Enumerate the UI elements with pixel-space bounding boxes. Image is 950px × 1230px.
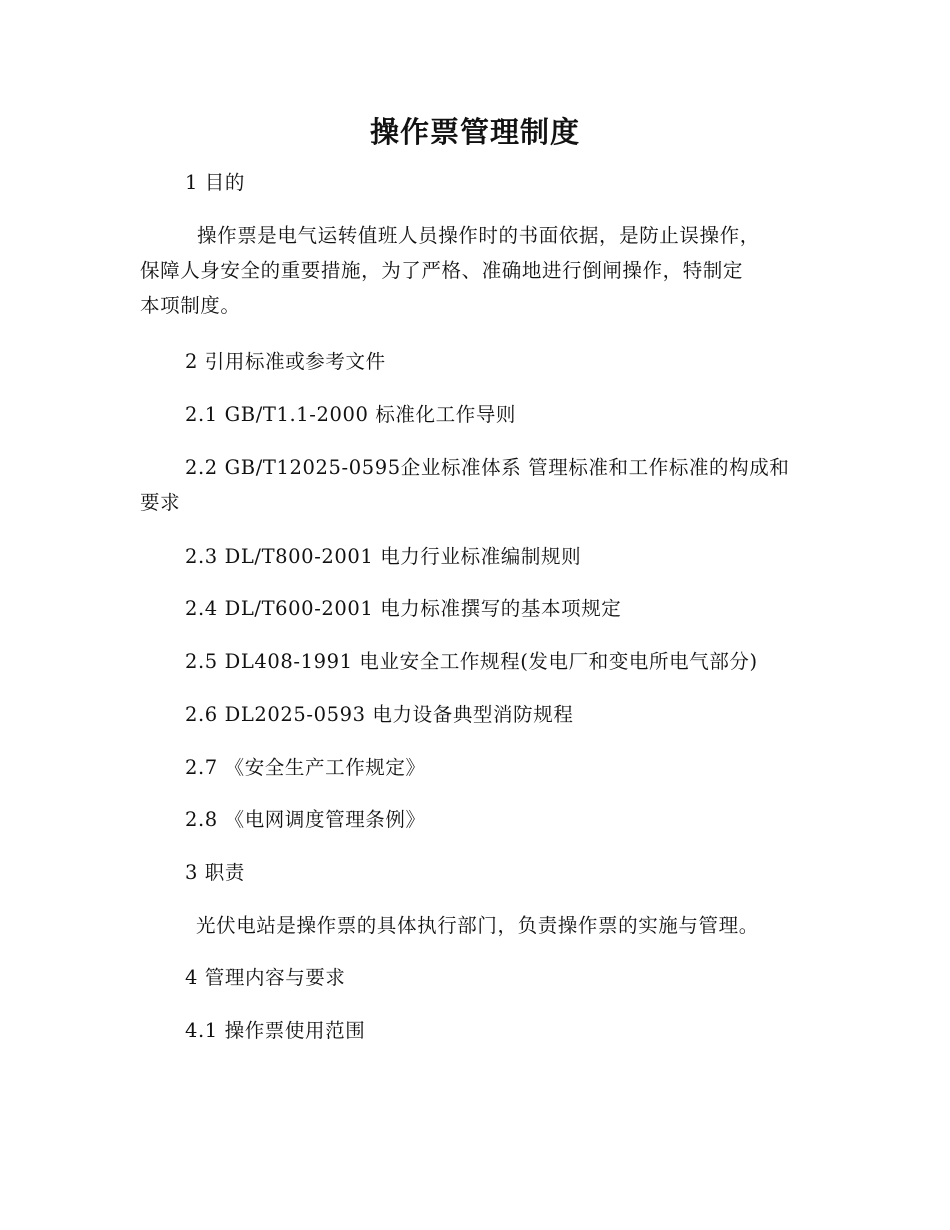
section-3-paragraph: 光伏电站是操作票的具体执行部门，负责操作票的实施与管理。: [196, 914, 759, 937]
paragraph-line: 操作票是电气运转值班人员操作时的书面依据，是防止误操作，: [197, 224, 760, 247]
paragraph-line: 本项制度。: [140, 294, 241, 317]
reference-item-2-3: 2.3 DL/T800-2001 电力行业标准编制规则: [185, 545, 582, 568]
paragraph-line: 2.2 GB/T12025-0595企业标准体系 管理标准和工作标准的构成和: [185, 456, 790, 479]
section-2-heading: 2 引用标准或参考文件: [185, 350, 386, 373]
paragraph-line: 保障人身安全的重要措施，为了严格、准确地进行倒闸操作，特制定: [140, 259, 744, 282]
paragraph-line: 要求: [140, 491, 181, 514]
document-title: 操作票管理制度: [369, 115, 580, 149]
reference-item-2-5: 2.5 DL408-1991 电业安全工作规程(发电厂和变电所电气部分): [185, 650, 758, 673]
section-3-heading: 3 职责: [185, 861, 246, 884]
section-4-heading: 4 管理内容与要求: [185, 966, 346, 989]
reference-item-2-4: 2.4 DL/T600-2001 电力标准撰写的基本项规定: [185, 597, 622, 620]
section-1-paragraph: [140, 218, 820, 323]
section-1-heading: 1 目的: [185, 171, 246, 194]
subsection-4-1-heading: 4.1 操作票使用范围: [185, 1019, 366, 1042]
reference-item-2-8: 2.8 《电网调度管理条例》: [185, 808, 426, 831]
reference-item-2-6: 2.6 DL2025-0593 电力设备典型消防规程: [185, 703, 574, 726]
reference-item-2-7: 2.7 《安全生产工作规定》: [185, 756, 426, 779]
reference-item-2-2: [140, 450, 820, 520]
reference-item-2-1: 2.1 GB/T1.1-2000 标准化工作导则: [185, 403, 517, 426]
